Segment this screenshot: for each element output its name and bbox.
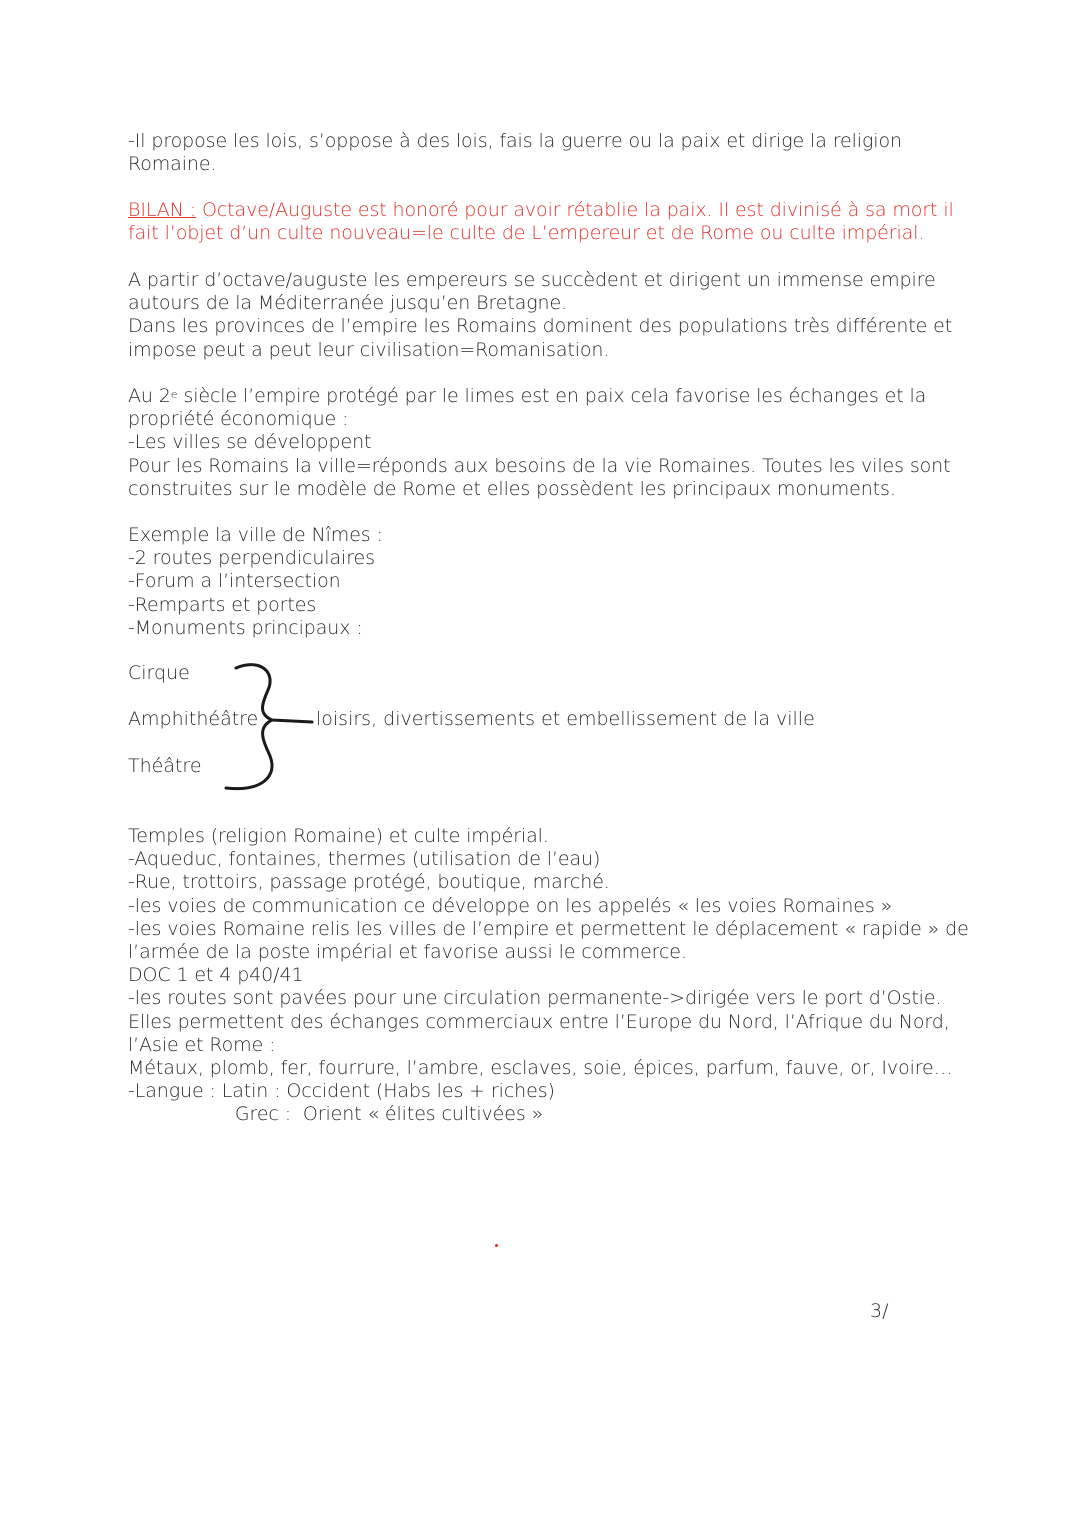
stray-dot (495, 1244, 498, 1247)
paragraph-powers (128, 130, 948, 176)
text-line: -Rue, trottoirs, passage protégé, boutique, marché. (128, 871, 610, 894)
text-line: -Il propose les lois, s’oppose à des lois, fais la guerre ou la paix et dirige la religion (128, 130, 902, 152)
text-line: -Monuments principaux : (128, 616, 363, 639)
text-fragment: siècle l’empire protégé par le limes est en paix cela favorise les échanges et la (177, 385, 927, 407)
bilan-line-1 (128, 199, 954, 222)
brace-label: loisirs, divertissements et embellissement de la ville (316, 708, 815, 730)
text-line: -Remparts et portes (128, 593, 317, 616)
brace-item-amphitheatre: Amphithéâtre (128, 708, 259, 730)
paragraph-second-century (128, 385, 951, 501)
text-line: Pour les Romains la ville=réponds aux besoins de la vie Romaines. Toutes les viles sont (128, 454, 951, 477)
text-line: Métaux, plomb, fer, fourrure, l’ambre, esclaves, soie, épices, parfum, fauve, or, Ivoire… (128, 1056, 953, 1079)
brace-item-cirque: Cirque (128, 662, 190, 684)
text-line: -les voies Romaine relis les villes de l’empire et permettent le déplacement « rapide » de (128, 917, 969, 940)
brace-item-theatre: Théâtre (128, 755, 202, 777)
paragraph-bilan (128, 199, 954, 245)
text-line: -les routes sont pavées pour une circulation permanente->dirigée vers le port d’Ostie. (128, 987, 942, 1010)
text-line: DOC 1 et 4 p40/41 (128, 964, 304, 987)
text-line: Grec : Orient « élites cultivées » (128, 1103, 544, 1126)
text-line: Temples (religion Romaine) et culte impérial. (128, 825, 549, 847)
text-line: Romaine. (128, 153, 217, 176)
paragraph-nimes (128, 524, 948, 640)
bilan-line-2: fait l’objet d’un culte nouveau=le culte de L’empereur et de Rome ou culte impérial. (128, 222, 925, 245)
text-line: impose peut a peut leur civilisation=Romanisation. (128, 338, 610, 361)
text-fragment: Au 2 (128, 385, 171, 407)
text-line: l’armée de la poste impérial et favorise aussi le commerce. (128, 940, 687, 963)
text-line: -Forum a l’intersection (128, 570, 341, 593)
text-line: construites sur le modèle de Rome et elles possèdent les principaux monuments. (128, 477, 896, 500)
superscript: e (170, 388, 178, 401)
text-line: -Les villes se développent (128, 431, 372, 454)
text-line: Elles permettent des échanges commerciaux entre l’Europe du Nord, l’Afrique du Nord, (128, 1010, 950, 1033)
page-number: 3/ (870, 1300, 889, 1322)
text-line: -les voies de communication ce développe on les appelés « les voies Romaines » (128, 894, 893, 917)
text-line: propriété économique : (128, 408, 349, 431)
text-line (128, 385, 948, 408)
bilan-label: BILAN : (128, 199, 197, 221)
paragraph-monuments-trade (128, 825, 969, 1126)
text-line: A partir d’octave/auguste les empereurs se succèdent et dirigent un immense empire (128, 269, 936, 291)
text-line: autours de la Méditerranée jusqu’en Bretagne. (128, 292, 568, 315)
text-line: l’Asie et Rome : (128, 1033, 276, 1056)
bilan-text: Octave/Auguste est honoré pour avoir rétablie la paix. Il est divinisé à sa mort il (196, 199, 954, 221)
text-line: -2 routes perpendiculaires (128, 547, 375, 570)
paragraph-empire (128, 269, 953, 362)
curly-brace-icon (220, 660, 320, 794)
text-line: Dans les provinces de l’empire les Romains dominent des populations très différente et (128, 315, 953, 338)
text-line: -Aqueduc, fontaines, thermes (utilisation de l’eau) (128, 848, 601, 871)
monuments-brace-group (128, 660, 828, 800)
text-line: -Langue : Latin : Occident (Habs les + riches) (128, 1080, 555, 1103)
text-line: Exemple la ville de Nîmes : (128, 524, 383, 546)
